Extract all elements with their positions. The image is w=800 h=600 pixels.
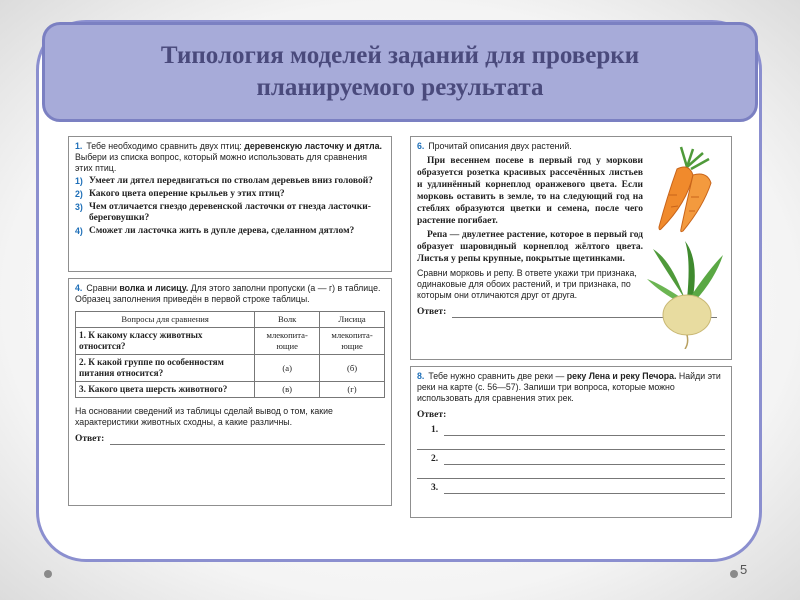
table-cell-question: 3. Какого цвета шерсть животного?: [76, 382, 255, 398]
task-4-answer: [75, 434, 385, 445]
table-row: [76, 355, 385, 382]
table-cell-question: 2. К какой группе по особенностям питания относится?: [76, 355, 255, 382]
task-1-intro: [75, 141, 385, 174]
task-8-answer-label: [417, 410, 725, 421]
table-cell-wolf: (а): [255, 355, 320, 382]
task-4-number: 4.: [75, 283, 83, 293]
task-1-question: [75, 189, 385, 200]
turnip-description: Репа — двулетнее растение, которое в первый год образует шаровидный корнеплод жёлтого цвета. Листья у репы крупные, покрытые щетинками.: [417, 230, 643, 264]
task-8-line-3: [417, 483, 725, 494]
table-cell-fox: (б): [320, 355, 385, 382]
question-number: 4): [75, 226, 83, 236]
table-row: [76, 382, 385, 398]
task-1-question: [75, 202, 385, 224]
question-number: 3): [75, 202, 83, 212]
line-number: 2.: [431, 454, 439, 464]
task-8-number: 8.: [417, 371, 425, 381]
question-text: Умеет ли дятел передвигаться по стволам деревьев вниз головой?: [89, 176, 373, 186]
task-1-question: [75, 176, 385, 187]
comparison-table: [75, 311, 385, 398]
question-text: Сможет ли ласточка жить в дупле дерева, сделанном дятлом?: [89, 226, 355, 236]
page-number: 5: [740, 562, 748, 577]
table-header-cell: Лисица: [320, 312, 385, 328]
task-4-animals: волка и лисицу.: [119, 283, 189, 293]
task-6-intro-text: Прочитай описания двух растений.: [428, 141, 572, 151]
task-1-box: [68, 136, 392, 272]
task-8-rivers: реку Лена и реку Печора.: [566, 371, 677, 381]
table-header-row: [76, 312, 385, 328]
line-number: 1.: [431, 425, 439, 435]
turnip-illustration: [645, 239, 727, 349]
task-8-intro: [417, 371, 725, 404]
question-text: Чем отличается гнездо деревенской ласточки от гнезда ласточки-береговушки?: [89, 202, 371, 223]
answer-line[interactable]: [444, 425, 725, 436]
left-dot: [44, 570, 52, 578]
answer-line[interactable]: [110, 434, 385, 445]
question-number: 2): [75, 189, 83, 199]
answer-line-full[interactable]: [417, 465, 725, 479]
answer-label: Ответ:: [417, 410, 447, 420]
task-8-intro-b: Найди эти реки на карте (с. 56—57). Запиши три вопроса, которые можно использовать для сравнения этих рек.: [417, 371, 721, 403]
task-1-birds: деревенскую ласточку и дятла.: [244, 141, 382, 151]
slide-title: Типология моделей заданий для проверки планируемого результата: [160, 42, 640, 101]
answer-label: Ответ:: [75, 434, 105, 444]
slide-content: [60, 130, 740, 530]
task-6-number: 6.: [417, 141, 425, 151]
task-4-intro-a: Сравни: [86, 283, 120, 293]
table-cell-wolf: (в): [255, 382, 320, 398]
line-number: 3.: [431, 483, 439, 493]
table-cell-fox: млекопита-ющие: [320, 328, 385, 355]
task-8-intro-a: Тебе нужно сравнить две реки —: [428, 371, 567, 381]
task-8-box: [410, 366, 732, 518]
table-header-cell: Вопросы для сравнения: [76, 312, 255, 328]
table-cell-wolf: млекопита-ющие: [255, 328, 320, 355]
table-header-cell: Волк: [255, 312, 320, 328]
table-cell-fox: (г): [320, 382, 385, 398]
task-4-conclusion: На основании сведений из таблицы сделай вывод о том, какие характеристики животных сходны, а какие различны.: [75, 406, 333, 427]
title-bar: [42, 22, 758, 122]
answer-line[interactable]: [444, 454, 725, 465]
right-dot: [730, 570, 738, 578]
task-4-intro: [75, 283, 385, 305]
task-1-intro-b: Выбери из списка вопрос, который можно использовать для сравнения этих птиц.: [75, 152, 368, 173]
question-number: 1): [75, 176, 83, 186]
task-6-intro: [417, 141, 647, 152]
table-cell-question: 1. К какому классу животных относится?: [76, 328, 255, 355]
task-8-line-1: [417, 425, 725, 436]
task-8-line-2: [417, 454, 725, 465]
task-4-intro-b: Для этого заполни пропуски (а — г) в таблице. Образец заполнения приведён в первой строке таблицы.: [75, 283, 381, 304]
answer-label: Ответ:: [417, 307, 447, 317]
task-6-instruction: Сравни морковь и репу. В ответе укажи три признака, одинаковые для обоих растений, и три признака, по которым они отличаются друг от друга.: [417, 268, 637, 300]
carrot-description: При весеннем посеве в первый год у моркови образуется розетка красивых рассечённых листьев и удлинённый корнеплод оранжевого цвета. Если морковь оставить в земле, то на следующий год на стеблях образуются цветки и семена, после чего растение погибает.: [417, 156, 643, 226]
task-4-box: [68, 278, 392, 506]
answer-line[interactable]: [444, 483, 725, 494]
answer-line-full[interactable]: [417, 436, 725, 450]
task-1-number: 1.: [75, 141, 83, 151]
question-text: Какого цвета оперение крыльев у этих птиц?: [89, 189, 285, 199]
task-1-question: [75, 226, 385, 237]
task-1-intro-a: Тебе необходимо сравнить двух птиц:: [86, 141, 245, 151]
task-6-box: [410, 136, 732, 360]
carrot-illustration: [647, 145, 727, 235]
table-row: [76, 328, 385, 355]
